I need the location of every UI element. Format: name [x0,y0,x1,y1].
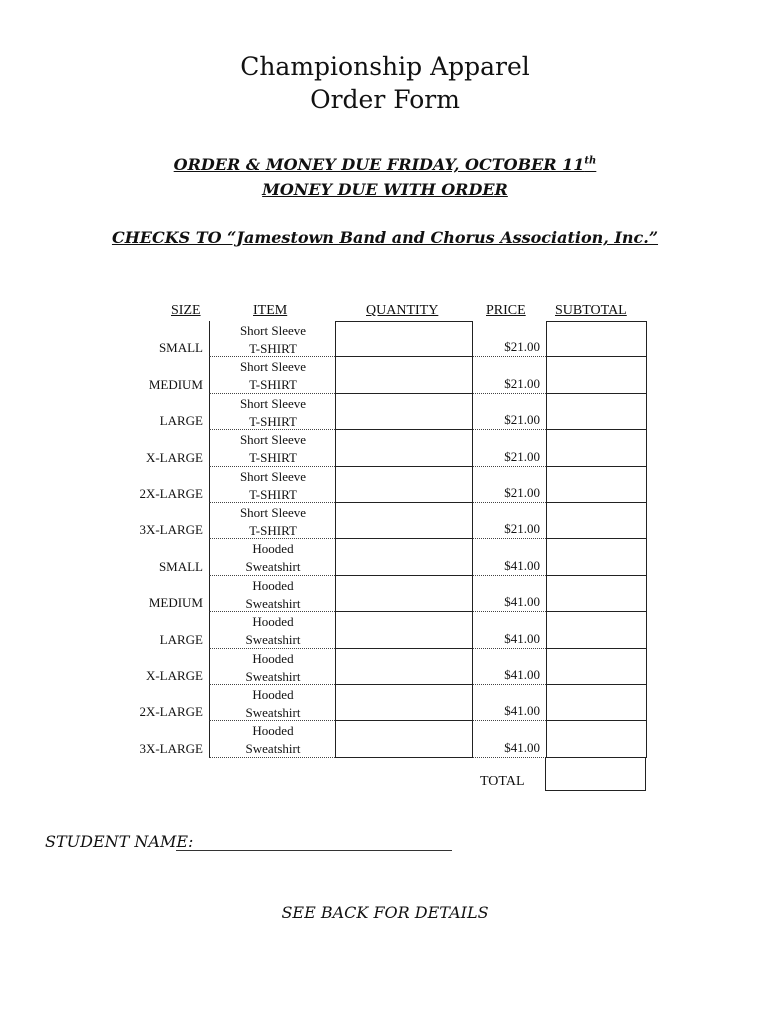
quantity-field[interactable] [335,612,473,648]
item-line-2: T-SHIRT [249,450,297,466]
item-line-1: Short Sleeve [239,323,307,338]
size-cell: 3X-LARGE [139,740,203,756]
item-line-2: Sweatshirt [245,741,301,757]
subtotal-field[interactable] [546,503,647,539]
item-line-1: Short Sleeve [239,504,307,520]
item-line-2: Sweatshirt [245,668,301,684]
size-cell: MEDIUM [148,595,203,611]
item-cell [209,321,335,357]
price-cell [473,394,546,430]
item-cell [209,576,335,612]
price-value: $21.00 [504,339,540,355]
table-row [139,685,647,721]
price-value: $21.00 [504,412,540,428]
quantity-field[interactable] [335,685,473,721]
price-cell [473,503,546,539]
item-line-2: Sweatshirt [245,632,301,648]
header-subtotal: SUBTOTAL [555,303,627,318]
table-row [148,576,647,612]
size-cell: MEDIUM [148,376,203,392]
subtotal-field[interactable] [546,576,647,612]
quantity-field[interactable] [335,576,473,612]
size-cell: X-LARGE [145,449,203,465]
table-row [145,649,647,685]
size-cell: X-LARGE [145,667,203,683]
header-size: SIZE [171,303,201,318]
table-row [158,321,647,357]
price-value: $21.00 [504,521,540,537]
due-date-text: ORDER & MONEY DUE FRIDAY, OCTOBER 11 [173,155,585,174]
item-cell [209,685,335,721]
size-cell: 2X-LARGE [139,485,203,501]
student-name-label: STUDENT NAME: [45,832,194,851]
item-line-1: Short Sleeve [239,432,307,448]
item-line-2: T-SHIRT [249,413,297,429]
header-quantity: QUANTITY [366,303,439,318]
subtotal-field[interactable] [546,649,647,685]
subtotal-field[interactable] [546,539,647,575]
item-cell [209,467,335,503]
size-cell: LARGE [159,413,203,429]
item-line-1: Hooded [252,541,294,557]
total-field[interactable] [545,757,646,791]
price-cell [473,612,546,648]
form-subtitle: Order Form [310,85,460,114]
size-cell: SMALL [158,558,203,574]
price-cell [473,430,546,466]
checks-payable-notice: CHECKS TO “Jamestown Band and Chorus Association, Inc.” [111,228,659,247]
subtotal-field[interactable] [546,612,647,648]
student-name-field[interactable] [176,850,452,851]
size-cell: SMALL [158,340,203,356]
table-row [145,430,647,466]
price-value: $21.00 [504,484,540,500]
price-value: $41.00 [504,594,540,610]
price-value: $41.00 [504,739,540,755]
subtotal-field[interactable] [546,321,647,357]
item-cell [209,649,335,685]
money-due-notice: MONEY DUE WITH ORDER [262,180,508,199]
quantity-field[interactable] [335,430,473,466]
quantity-field[interactable] [335,503,473,539]
item-cell [209,357,335,393]
item-cell [209,721,335,757]
table-row [139,467,647,503]
quantity-field[interactable] [335,539,473,575]
item-line-1: Hooded [252,614,294,630]
price-value: $41.00 [504,703,540,719]
item-line-2: Sweatshirt [245,595,301,611]
header-item: ITEM [253,303,288,318]
subtotal-field[interactable] [546,685,647,721]
item-cell [209,503,335,539]
table-row [159,612,647,648]
item-cell [209,539,335,575]
price-cell [473,321,546,357]
item-line-1: Hooded [252,723,294,739]
item-cell [209,612,335,648]
size-cell: LARGE [159,631,203,647]
subtotal-field[interactable] [546,394,647,430]
quantity-field[interactable] [335,649,473,685]
price-cell [473,467,546,503]
subtotal-field[interactable] [546,357,647,393]
header-price: PRICE [486,303,526,318]
item-cell [209,430,335,466]
table-row [139,721,647,757]
price-value: $41.00 [504,557,540,573]
item-line-2: Sweatshirt [245,704,301,720]
table-row [159,394,647,430]
item-line-2: T-SHIRT [249,522,297,538]
due-date-suffix: th [584,155,597,167]
price-value: $21.00 [504,448,540,464]
subtotal-field[interactable] [546,467,647,503]
price-cell [473,576,546,612]
quantity-field[interactable] [335,467,473,503]
size-cell: 2X-LARGE [139,704,203,720]
item-line-2: T-SHIRT [249,341,297,356]
see-back-note: SEE BACK FOR DETAILS [281,903,489,922]
quantity-field[interactable] [335,721,473,757]
item-line-2: T-SHIRT [249,486,297,502]
item-line-1: Hooded [252,686,294,702]
table-row [158,539,647,575]
item-line-1: Hooded [252,650,294,666]
item-line-1: Short Sleeve [239,468,307,484]
price-value: $41.00 [504,666,540,682]
item-line-2: Sweatshirt [245,559,301,575]
price-cell [473,721,546,757]
price-cell [473,685,546,721]
price-cell [473,649,546,685]
price-value: $41.00 [504,630,540,646]
item-line-1: Short Sleeve [239,359,307,375]
item-line-1: Short Sleeve [239,395,307,411]
price-cell [473,357,546,393]
subtotal-field[interactable] [546,721,647,757]
table-row [139,503,647,539]
item-cell [209,394,335,430]
quantity-field[interactable] [335,321,473,357]
form-title: Championship Apparel [240,52,530,81]
price-cell [473,539,546,575]
quantity-field[interactable] [335,357,473,393]
price-value: $21.00 [504,375,540,391]
order-table [139,321,647,758]
item-line-2: T-SHIRT [249,377,297,393]
table-row [148,357,647,393]
quantity-field[interactable] [335,394,473,430]
due-date-notice [0,155,770,174]
total-label: TOTAL [480,774,525,789]
size-cell: 3X-LARGE [139,522,203,538]
item-line-1: Hooded [252,577,294,593]
subtotal-field[interactable] [546,430,647,466]
